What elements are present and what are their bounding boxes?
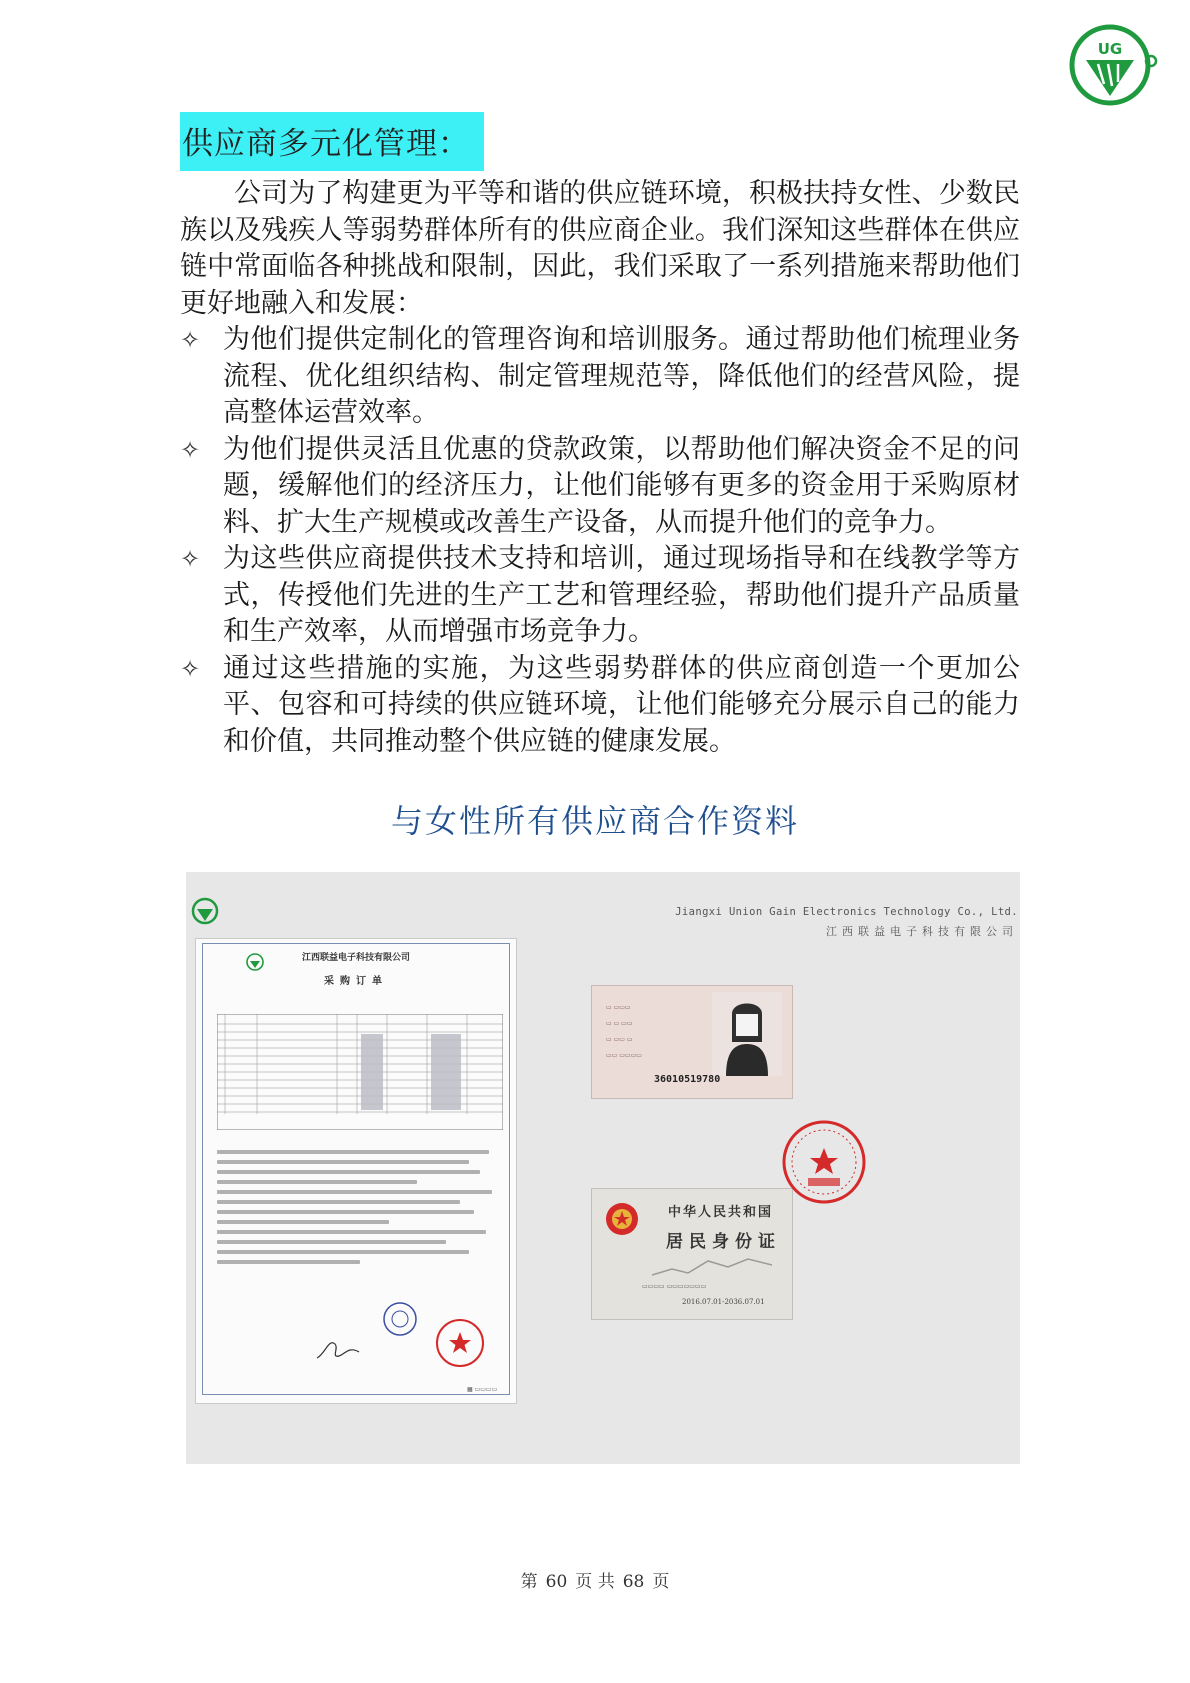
- list-item: [180, 432, 1020, 542]
- list-item-text: 为他们提供定制化的管理咨询和培训服务。通过帮助他们梳理业务流程、优化组织结构、制定管理规范等，降低他们的经营风险，提高整体运营效率。: [223, 324, 1020, 428]
- id-card-back: 中华人民共和国 居民身份证 ▭▭▭▭ ▭▭▭▭▭▭▭ 2016.07.01-2036.07.01: [591, 1188, 793, 1320]
- great-wall-watermark: [652, 1253, 772, 1279]
- id-card-title: 居民身份证: [666, 1232, 781, 1252]
- bullet-icon: ✧: [180, 326, 201, 354]
- purchase-order-border: [202, 943, 510, 1395]
- bullet-icon: ✧: [180, 654, 201, 683]
- national-emblem-icon: [602, 1199, 642, 1239]
- bullet-icon: ✧: [180, 545, 201, 573]
- id-validity: 2016.07.01-2036.07.01: [682, 1298, 765, 1306]
- id-number: 36010519780: [654, 1074, 721, 1085]
- id-country: 中华人民共和国: [668, 1205, 774, 1220]
- blue-stamp: [381, 1300, 419, 1338]
- current-page: 60: [545, 1572, 568, 1592]
- red-company-seal: [433, 1316, 487, 1370]
- intro-paragraph: 公司为了构建更为平等和谐的供应链环境，积极扶持女性、少数民族以及残疾人等弱势群体所有的供应商企业。我们深知这些群体在供应链中常面临各种挑战和限制，因此，我们采取了一系列措施来帮助他们更好地融入和发展：: [180, 178, 1020, 319]
- body-text: [180, 176, 1020, 760]
- svg-text:UG: UG: [1097, 40, 1123, 58]
- company-name-cn: 江西联益电子科技有限公司: [826, 925, 1018, 938]
- purchase-order-footer: ▦ ▭▭▭▭: [467, 1386, 498, 1393]
- photo-portrait: [712, 992, 782, 1076]
- company-logo: [1068, 20, 1158, 110]
- section-heading: 供应商多元化管理：: [180, 112, 484, 171]
- bullet-icon: ✧: [180, 435, 201, 464]
- id-card-front: ▭ ▭▭▭ ▭ ▭ ▭▭ ▭ ▭▭ ▭ ▭▭ ▭▭▭▭ 36010519780: [591, 985, 793, 1099]
- purchase-order-title: 采购订单: [324, 976, 388, 987]
- list-item-text: 为这些供应商提供技术支持和培训，通过现场指导和在线教学等方式，传授他们先进的生产工艺和管理经验，帮助他们提升产品质量和生产效率，从而增强市场竞争力。: [223, 543, 1020, 647]
- measures-list: [180, 322, 1020, 760]
- red-business-seal: [780, 1118, 868, 1206]
- page-number: 第 60 页 共 68 页: [520, 1572, 670, 1592]
- list-item: [180, 651, 1020, 761]
- list-item: [180, 322, 1020, 432]
- purchase-order-company: 江西联益电子科技有限公司: [301, 953, 410, 963]
- cooperation-document-image: [186, 872, 1020, 1464]
- purchase-order-table: [217, 1014, 503, 1130]
- signature: [313, 1334, 363, 1364]
- company-logo-small: [190, 896, 220, 926]
- purchase-order-terms: [217, 1150, 503, 1270]
- list-item-text: 通过这些措施的实施，为这些弱势群体的供应商创造一个更加公平、包容和可持续的供应链环境，让他们能够充分展示自己的能力和价值，共同推动整个供应链的健康发展。: [223, 652, 1020, 757]
- figure-title: 与女性所有供应商合作资料: [390, 802, 799, 840]
- list-item: [180, 541, 1020, 651]
- list-item-text: 为他们提供灵活且优惠的贷款政策，以帮助他们解决资金不足的问题，缓解他们的经济压力，让他们能够有更多的资金用于采购原材料、扩大生产规模或改善生产设备，从而提升他们的竞争力。: [223, 433, 1020, 538]
- company-name-en: Jiangxi Union Gain Electronics Technology Co., Ltd.: [675, 906, 1018, 918]
- purchase-order-scan: [195, 938, 517, 1404]
- total-pages: 68: [622, 1572, 645, 1592]
